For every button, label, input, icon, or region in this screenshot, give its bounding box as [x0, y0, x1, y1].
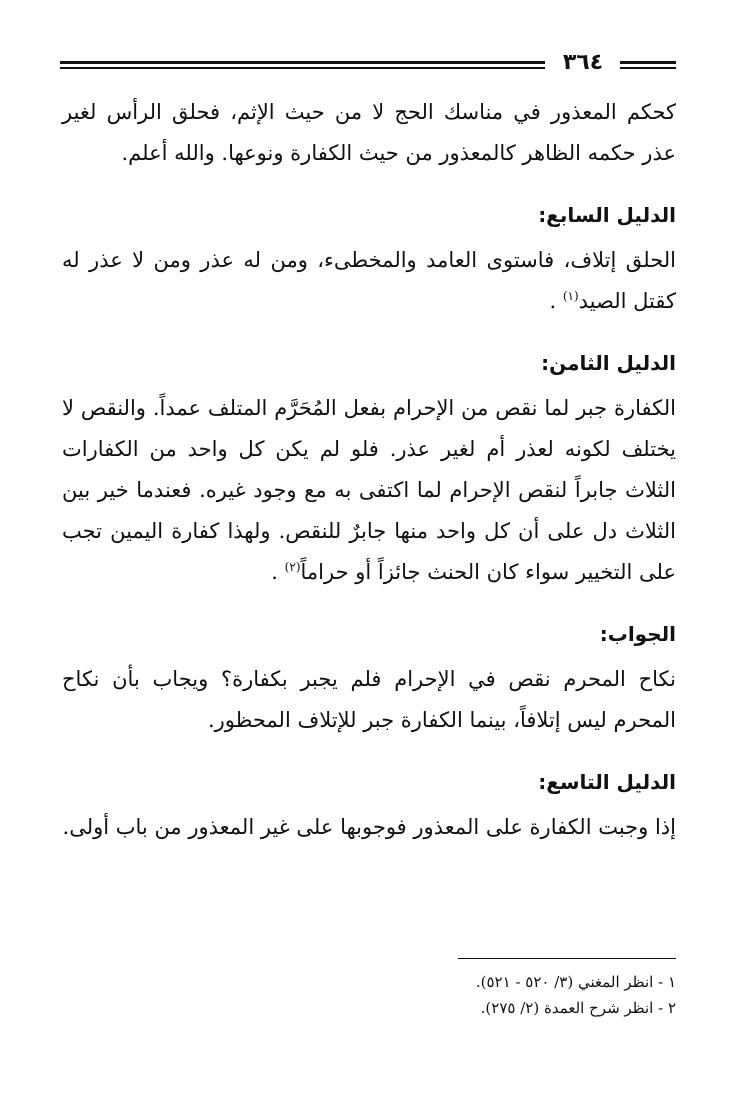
- section-heading-eighth: الدليل الثامن:: [541, 351, 676, 375]
- sentence-end: .: [549, 289, 557, 313]
- header-rule: [620, 61, 676, 64]
- page-header: [60, 50, 676, 76]
- page-number: ٣٦٤: [562, 50, 604, 75]
- page-body: [62, 92, 676, 848]
- section-text-eighth: [62, 388, 676, 593]
- section-heading-seventh: الدليل السابع:: [538, 203, 676, 227]
- section-text-answer: نكاح المحرم نقص في الإحرام فلم يجبر بكفارة؟ ويجاب بأن نكاح المحرم ليس إتلافاً، بينما الكفارة جبر للإتلاف المحظور.: [62, 667, 676, 732]
- footnote-reference: (٢): [284, 560, 301, 574]
- paragraph-text: الكفارة جبر لما نقص من الإحرام بفعل المُحَرَّم المتلف عمداً. والنقص لا يختلف لكونه لعذر أم لغير عذر. فلو لم يكن كل واحد من الكفارات الثلاث جابراً لنقص الإحرام لما اكتفى به مع وجود غيره. فعندما خير بين الثلاث دل على أن كل واحد منها جابرٌ للنقص. ولهذا كفارة اليمين تجب على التخيير سواء كان الحنث جائزاً أو حراماً: [62, 396, 676, 584]
- header-rule: [620, 67, 676, 69]
- footnote-item: ١ - انظر المغني (٣/ ٥٢٠ - ٥٢١).: [475, 973, 676, 991]
- paragraph-text: الحلق إتلاف، فاستوى العامد والمخطىء، ومن له عذر ومن لا عذر له كقتل الصيد: [62, 248, 676, 313]
- header-rule: [60, 61, 545, 64]
- header-rule: [60, 67, 545, 69]
- footnotes-section: [62, 958, 676, 1021]
- section-text-seventh: [62, 240, 676, 322]
- footnote-reference: (١): [562, 289, 579, 303]
- section-heading-answer: الجواب:: [599, 622, 676, 646]
- intro-line: حكمه الظاهر كالمعذور من حيث الكفارة ونوعها. والله أعلم.: [121, 141, 636, 165]
- intro-line: كحكم المعذور في مناسك الحج لا من حيث الإثم، فحلق الرأس لغير عذر: [62, 100, 676, 165]
- intro-paragraph: [62, 92, 676, 174]
- section-text-ninth: إذا وجبت الكفارة على المعذور فوجوبها على غير المعذور من باب أولى.: [62, 815, 676, 839]
- footnote-divider: [458, 958, 676, 959]
- footnote-item: ٢ - انظر شرح العمدة (٢/ ٢٧٥).: [480, 999, 676, 1017]
- section-heading-ninth: الدليل التاسع:: [538, 770, 676, 794]
- sentence-end: .: [271, 560, 278, 584]
